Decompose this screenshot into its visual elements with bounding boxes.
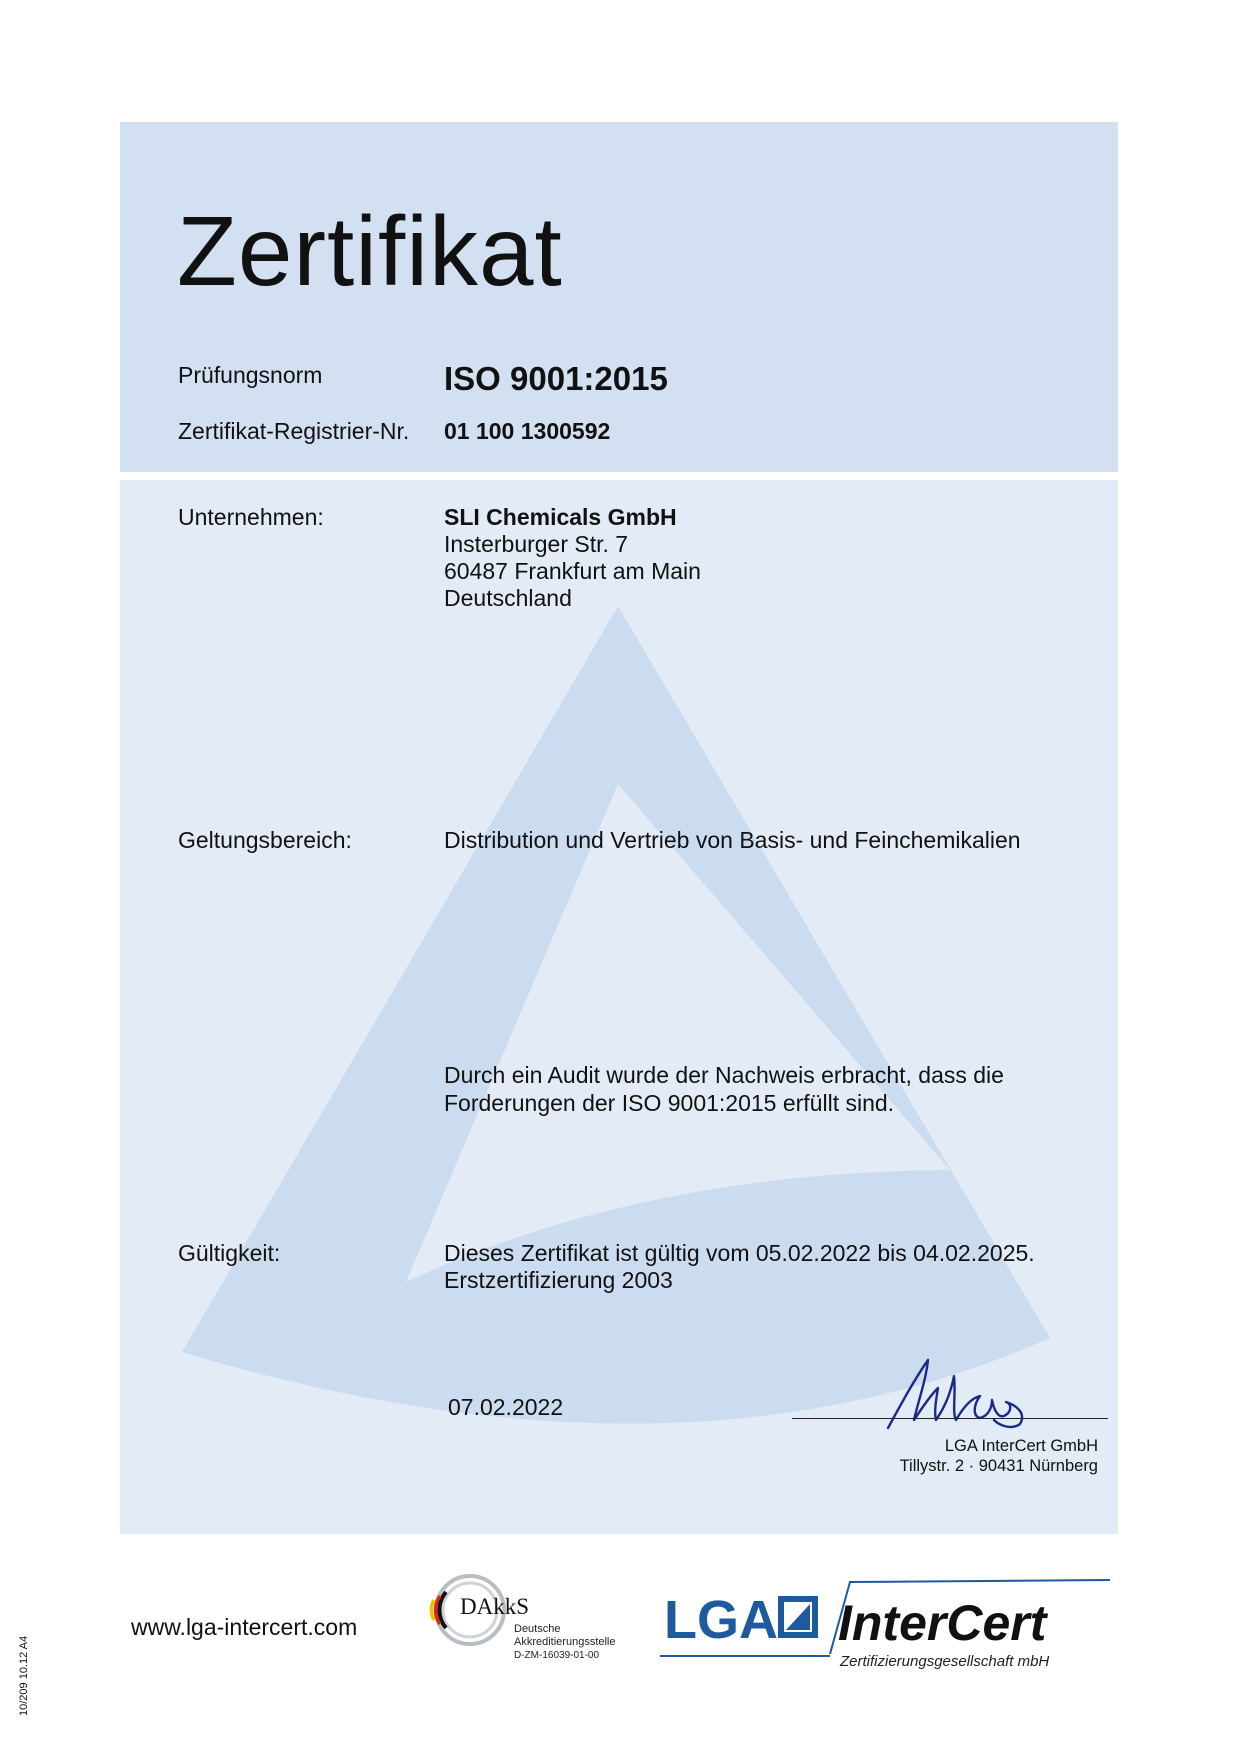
lga-intercert-logo: [660, 1574, 1110, 1674]
norm-label: Prüfungsnorm: [178, 362, 323, 388]
intercert-brand: InterCert: [838, 1595, 1047, 1651]
dakks-line3: D-ZM-16039-01-00: [514, 1650, 600, 1661]
norm-value: ISO 9001:2015: [444, 360, 668, 397]
initial-certification: Erstzertifizierung 2003: [444, 1267, 673, 1293]
company-city: 60487 Frankfurt am Main: [444, 558, 701, 584]
form-code: 10/209 10.12 A4: [18, 1635, 30, 1716]
dakks-line1: Deutsche: [514, 1623, 561, 1635]
issuer-address: Tillystr. 2 · 90431 Nürnberg: [899, 1457, 1098, 1475]
validity-label: Gültigkeit:: [178, 1240, 281, 1266]
regnr-value: 01 100 1300592: [444, 418, 611, 444]
scope-label: Geltungsbereich:: [178, 827, 352, 853]
certificate-title: Zertifikat: [177, 196, 563, 306]
regnr-label: Zertifikat-Registrier-Nr.: [178, 418, 410, 444]
company-country: Deutschland: [444, 585, 572, 611]
scope-value: Distribution und Vertrieb von Basis- und Feinchemikalien: [444, 827, 1021, 853]
signature-line: [792, 1418, 1108, 1419]
dakks-line2: Akkreditierungsstelle: [514, 1636, 616, 1648]
main-panel: [120, 480, 1118, 1534]
dakks-logo: [428, 1560, 636, 1670]
dakks-name: DAkkS: [460, 1594, 530, 1619]
company-label: Unternehmen:: [178, 504, 324, 530]
signature: [880, 1354, 1040, 1434]
audit-statement-line1: Durch ein Audit wurde der Nachweis erbracht, dass die: [444, 1062, 1004, 1088]
lga-tagline: Zertifizierungsgesellschaft mbH: [840, 1653, 1050, 1670]
company-name: SLI Chemicals GmbH: [444, 504, 677, 530]
website-link[interactable]: www.lga-intercert.com: [131, 1614, 358, 1640]
issue-date: 07.02.2022: [448, 1394, 564, 1420]
lga-brand: LGA: [664, 1590, 778, 1650]
header-panel: [120, 122, 1118, 472]
issuer-name: LGA InterCert GmbH: [944, 1437, 1098, 1455]
validity-period: Dieses Zertifikat ist gültig vom 05.02.2022 bis 04.02.2025.: [444, 1240, 1035, 1266]
audit-statement-line2: Forderungen der ISO 9001:2015 erfüllt sind.: [444, 1090, 895, 1116]
issuer-block: [900, 1436, 1098, 1476]
company-street: Insterburger Str. 7: [444, 531, 629, 557]
